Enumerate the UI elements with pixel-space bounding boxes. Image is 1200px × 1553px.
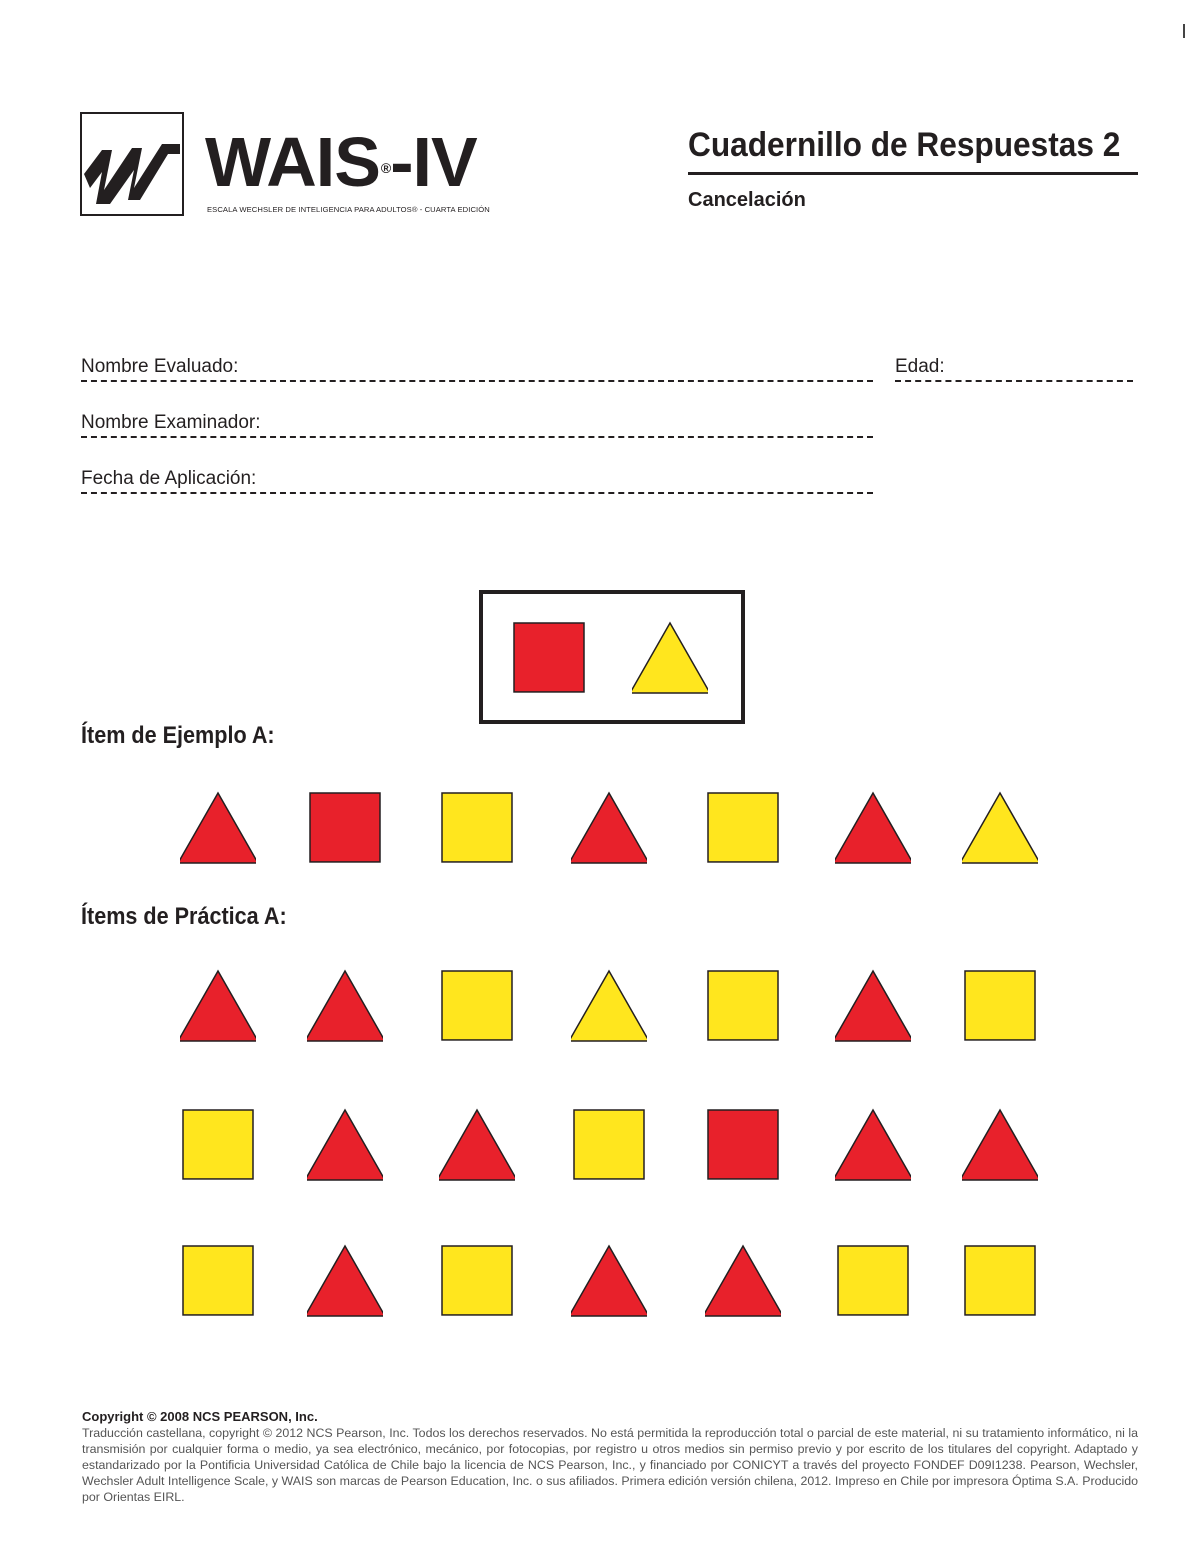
sample-shape-yellow-square[interactable] <box>439 790 515 866</box>
sample-shape-red-triangle[interactable] <box>571 790 647 866</box>
practice-shape-red-triangle[interactable] <box>835 1107 911 1183</box>
practice-shape-red-triangle[interactable] <box>307 968 383 1044</box>
examiner-name-label: Nombre Examinador: <box>81 412 261 433</box>
practice-shape-yellow-square[interactable] <box>835 1243 911 1319</box>
practice-shape-red-triangle[interactable] <box>705 1243 781 1319</box>
age-label: Edad: <box>895 356 945 377</box>
practice-shape-yellow-square[interactable] <box>571 1107 647 1183</box>
practice-shape-yellow-square[interactable] <box>962 1243 1038 1319</box>
sample-item-title: Ítem de Ejemplo A: <box>81 722 275 749</box>
practice-shape-yellow-square[interactable] <box>439 1243 515 1319</box>
footer <box>82 1409 1138 1505</box>
booklet-title: Cuadernillo de Respuestas 2 <box>688 126 1121 164</box>
logo-subtitle: ESCALA WECHSLER DE INTELIGENCIA PARA ADULTOS® - CUARTA EDICIÓN <box>207 205 490 214</box>
practice-shape-red-triangle[interactable] <box>571 1243 647 1319</box>
practice-shape-red-triangle[interactable] <box>180 968 256 1044</box>
registered-mark: ® <box>380 160 391 176</box>
logo-title-suffix: -IV <box>390 123 477 201</box>
practice-shape-red-triangle[interactable] <box>962 1107 1038 1183</box>
target-shape-yellow-triangle[interactable] <box>632 620 708 696</box>
scan-edge-mark <box>1183 24 1185 38</box>
sample-shape-red-triangle[interactable] <box>180 790 256 866</box>
practice-shape-yellow-square[interactable] <box>180 1243 256 1319</box>
practice-shape-red-square[interactable] <box>705 1107 781 1183</box>
practice-shape-red-triangle[interactable] <box>307 1243 383 1319</box>
evaluee-name-label: Nombre Evaluado: <box>81 356 239 377</box>
practice-items-title: Ítems de Práctica A: <box>81 903 287 930</box>
practice-shape-yellow-square[interactable] <box>705 968 781 1044</box>
copyright-title: Copyright © 2008 NCS PEARSON, Inc. <box>82 1409 318 1424</box>
sample-shape-red-triangle[interactable] <box>835 790 911 866</box>
practice-shape-yellow-square[interactable] <box>180 1107 256 1183</box>
target-shape-red-square[interactable] <box>511 620 587 696</box>
logo-title-text: WAIS <box>205 123 380 201</box>
practice-shape-red-triangle[interactable] <box>439 1107 515 1183</box>
booklet-subtitle: Cancelación <box>688 189 806 211</box>
practice-shape-yellow-triangle[interactable] <box>571 968 647 1044</box>
practice-shape-red-triangle[interactable] <box>307 1107 383 1183</box>
practice-shape-yellow-square[interactable] <box>962 968 1038 1044</box>
practice-shape-red-triangle[interactable] <box>835 968 911 1044</box>
application-date-label: Fecha de Aplicación: <box>81 468 257 489</box>
copyright-text: Traducción castellana, copyright © 2012 NCS Pearson, Inc. Todos los derechos reservados. No está permitida la reproducción total o parcial de este material, ni su tratamiento informático, ni la transmisión por cualquier forma o medio, ya sea electrónico, mecánico, por fotocopias, por registro u otros medios sin permiso previo y por escrito de los titulares del copyright. Adaptado y estandarizado por la Pontificia Universidad Católica de Chile bajo la licencia de NCS Pearson, Inc., y financiado por CONICYT a través del proyecto FONDEF D09I1238. Pearson, Wechsler, Wechsler Adult Intelligence Scale, y WAIS son marcas de Pearson Education, Inc. o sus afiliados. Primera edición versión chilena, 2012. Impreso en Chile por impresora Óptima S.A. Producido por Orientas EIRL. <box>82 1426 1138 1504</box>
sample-shape-yellow-square[interactable] <box>705 790 781 866</box>
practice-shape-yellow-square[interactable] <box>439 968 515 1044</box>
sample-shape-yellow-triangle[interactable] <box>962 790 1038 866</box>
sample-shape-red-square[interactable] <box>307 790 383 866</box>
